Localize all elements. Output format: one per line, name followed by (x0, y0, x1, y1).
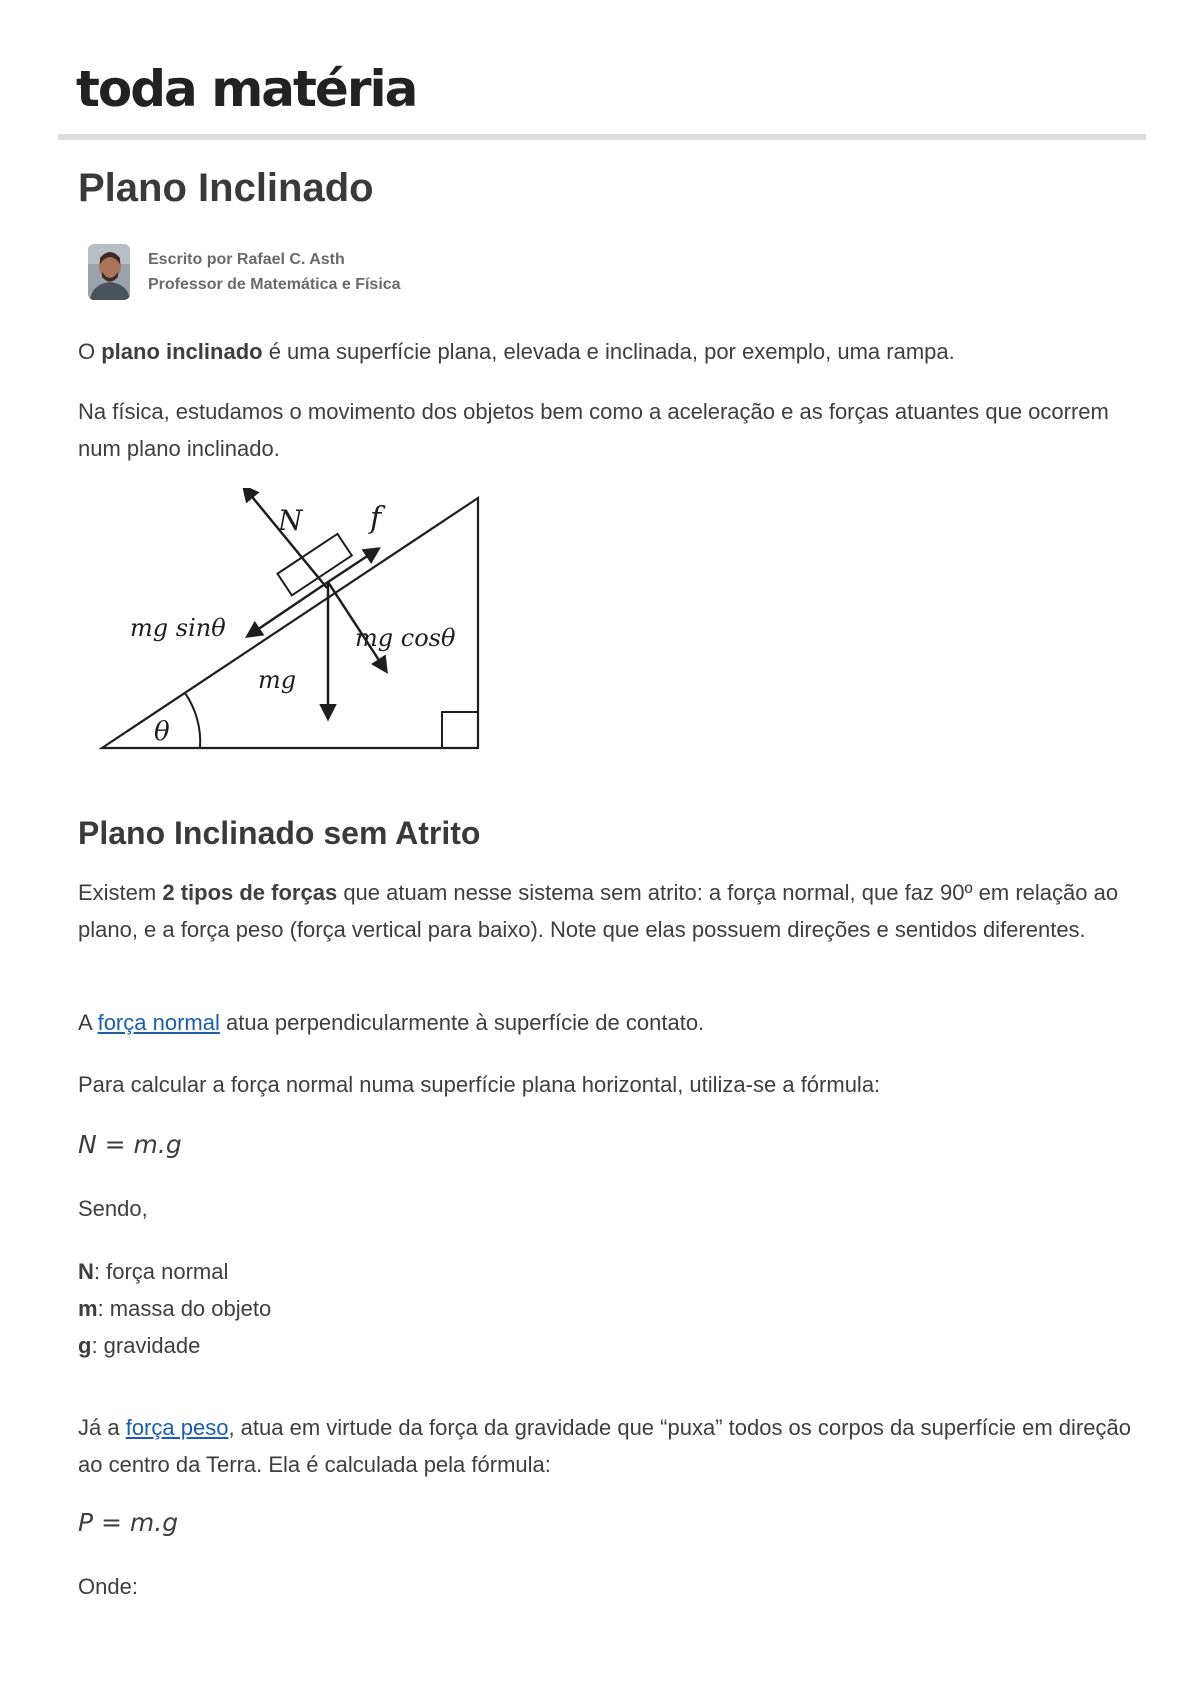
sendo-label (78, 1190, 1138, 1227)
section-paragraph-1 (78, 874, 1138, 948)
section-text: Já a (78, 1415, 126, 1440)
author-name[interactable]: Escrito por Rafael C. Asth (148, 251, 345, 268)
intro-paragraph-2 (78, 393, 1138, 467)
theta-arc (185, 693, 200, 748)
author-role: Professor de Matemática e Física (148, 276, 401, 293)
onde-label (78, 1568, 1138, 1605)
section-bold-term: 2 tipos de forças (162, 880, 338, 905)
label-mg: mg (258, 666, 297, 694)
link-forca-normal[interactable]: força normal (97, 1010, 220, 1035)
right-angle-marker (442, 712, 478, 748)
intro-paragraph-1 (78, 333, 1138, 370)
definition-desc: : força normal (93, 1259, 229, 1284)
section-text: que atuam nesse sistema sem atrito: a força normal, que faz 90º em relação ao plano, e a força peso (força vertical para baixo). Note que elas possuem direções e sentidos diferentes. (78, 880, 1119, 942)
onde-text: Onde: (78, 1574, 138, 1599)
author-info (148, 247, 401, 297)
section-text: , atua em virtude da força da gravidade que “puxa” todos os corpos da superfície em direção ao centro da Terra. Ela é calculada pela fórmula: (78, 1415, 1131, 1477)
label-N: N (278, 504, 303, 537)
author-avatar[interactable] (88, 244, 130, 300)
site-logo[interactable]: toda matéria (76, 60, 417, 118)
sendo-text: Sendo, (78, 1196, 148, 1221)
section-paragraph-3 (78, 1066, 1138, 1103)
definition-desc: : gravidade (91, 1333, 201, 1358)
header-divider (58, 134, 1146, 140)
label-f: f (370, 501, 382, 536)
intro-text-2: Na física, estudamos o movimento dos objetos bem como a aceleração e as forças atuantes que ocorrem num plano inclinado. (78, 399, 1109, 461)
definition-term: N (78, 1259, 94, 1284)
section-text: atua perpendicularmente à superfície de contato. (219, 1010, 705, 1035)
avatar-image (88, 244, 130, 300)
author-block (88, 244, 401, 300)
definition-term: g (78, 1333, 92, 1358)
intro-bold-term: plano inclinado (101, 339, 263, 364)
definition-term: m (78, 1296, 98, 1321)
definition-item (78, 1253, 1138, 1290)
inclined-plane-diagram (90, 488, 500, 758)
intro-text: O (78, 339, 102, 364)
section-text: A (78, 1010, 98, 1035)
label-mg-sin: mg sinθ (130, 614, 226, 642)
section-paragraph-4 (78, 1409, 1138, 1483)
section-text: Para calcular a força normal numa superfície plana horizontal, utiliza-se a fórmula: (78, 1072, 881, 1097)
label-mg-cos: mg cosθ (355, 624, 456, 652)
formula-normal: N = m.g (78, 1130, 182, 1159)
page-title: Plano Inclinado (78, 166, 374, 210)
intro-text: é uma superfície plana, elevada e inclinada, por exemplo, uma rampa. (262, 339, 955, 364)
definitions-list (78, 1253, 1138, 1364)
section-heading: Plano Inclinado sem Atrito (78, 815, 481, 851)
section-text: Existem (78, 880, 163, 905)
definition-desc: : massa do objeto (97, 1296, 272, 1321)
section-paragraph-2 (78, 1004, 1138, 1041)
definition-item (78, 1290, 1138, 1327)
link-forca-peso[interactable]: força peso (125, 1415, 229, 1440)
definition-item (78, 1327, 1138, 1364)
label-theta: θ (154, 717, 170, 747)
formula-weight: P = m.g (78, 1508, 179, 1537)
